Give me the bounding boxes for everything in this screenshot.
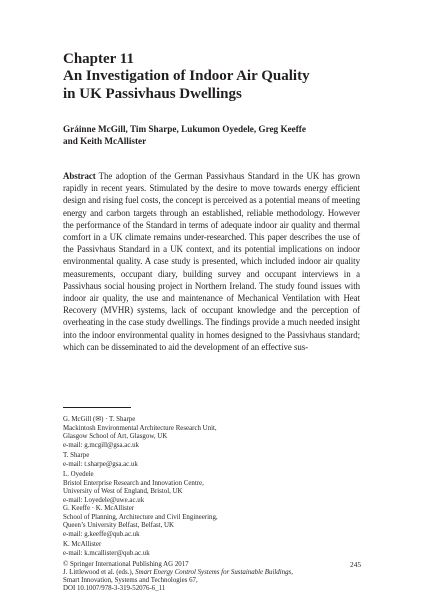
- affiliation-line: G. Keeffe · K. McAllister: [63, 505, 135, 512]
- email-line: e-mail: g.mcgill@gsa.ac.uk: [63, 441, 139, 449]
- author-list: [63, 123, 363, 147]
- chapter-title-line: in UK Passivhaus Dwellings: [63, 86, 242, 102]
- book-title: Smart Energy Control Systems for Sustainable Buildings: [135, 569, 292, 576]
- affiliation-line: K. McAllister: [63, 541, 102, 548]
- affiliation-oyedele: [63, 471, 353, 505]
- affiliation-line: University of West of England, Bristol, UK: [63, 488, 183, 496]
- email-line: e-mail: Loyedele@uwe.ac.uk: [63, 496, 145, 504]
- affiliation-line: Bristol Enterprise Research and Innovation Centre,: [63, 479, 204, 487]
- affiliation-line: School of Planning, Architecture and Civil Engineering,: [63, 513, 218, 521]
- affiliation-mcgill-sharpe: [63, 416, 353, 450]
- email-line: e-mail: k.mcallister@qub.ac.uk: [63, 549, 150, 557]
- affiliation-line: L. Oyedele: [63, 471, 94, 478]
- publication-footer: [63, 561, 333, 569]
- affiliation-line: T. Sharpe: [63, 452, 90, 459]
- doi-line: DOI 10.1007/978-3-319-52076-6_11: [63, 585, 166, 593]
- footnote-divider: [63, 407, 131, 408]
- abstract-text: The adoption of the German Passivhaus Standard in the UK has grown rapidly in recent years. Stimulated by the desire to move towards energy efficient design and rising fuel costs, the concept is perceived as a potential means of meeting energy and carbon targets through an established, reliable methodology. However the performance of the Standard in terms of adequate indoor air quality and thermal comfort in a UK climate remains under-researched. This paper describes the use of the Passivhaus Standard in a UK context, and its potential implications on indoor environmental quality. A case study is presented, which included indoor air quality measurements, occupant diary, building survey and occupant interviews in a Passivhaus social housing project in Northern Ireland. The study found issues with indoor air quality, the use and maintenance of Mechanical Ventilation with Heat Recovery (MVHR) systems, lack of occupant knowledge and the perception of overheating in the case study dwellings. The findings provide a much needed insight into the indoor environmental quality in homes designed to the Passivhaus standard; which can be disseminated to aid the development of an effective sus-: [63, 171, 360, 352]
- page-number: 245: [350, 560, 361, 569]
- affiliation-line: G. McGill (✉) · T. Sharpe: [63, 416, 136, 423]
- citation-comma: ,: [291, 569, 293, 576]
- email-line: e-mail: g.keeffe@qub.ac.uk: [63, 530, 140, 538]
- citation-editors: J. Littlewood et al. (eds.),: [63, 569, 136, 576]
- affiliation-keeffe-mcallister: [63, 505, 353, 539]
- email-line: e-mail: t.sharpe@gsa.ac.uk: [63, 460, 138, 468]
- author-line: Gráinne McGill, Tim Sharpe, Lukumon Oyedele, Greg Keeffe: [63, 124, 306, 134]
- series-line: Smart Innovation, Systems and Technologies 67,: [63, 577, 198, 585]
- citation-line: [63, 569, 363, 577]
- affiliation-line: Mackintosh Environmental Architecture Research Unit,: [63, 424, 217, 432]
- affiliation-line: Glasgow School of Art, Glasgow, UK: [63, 433, 168, 441]
- abstract: [63, 170, 360, 353]
- affiliation-line: Queen’s University Belfast, Belfast, UK: [63, 522, 174, 530]
- abstract-label: Abstract: [63, 171, 96, 181]
- chapter-number: Chapter 11: [63, 51, 134, 67]
- copyright-line: © Springer International Publishing AG 2017: [63, 561, 189, 568]
- chapter-title: [63, 67, 363, 103]
- citation-block: [63, 569, 363, 593]
- affiliation-mcallister: [63, 541, 353, 558]
- author-line: and Keith McAllister: [63, 136, 147, 146]
- affiliation-sharpe: [63, 452, 353, 469]
- chapter-title-line: An Investigation of Indoor Air Quality: [63, 68, 310, 84]
